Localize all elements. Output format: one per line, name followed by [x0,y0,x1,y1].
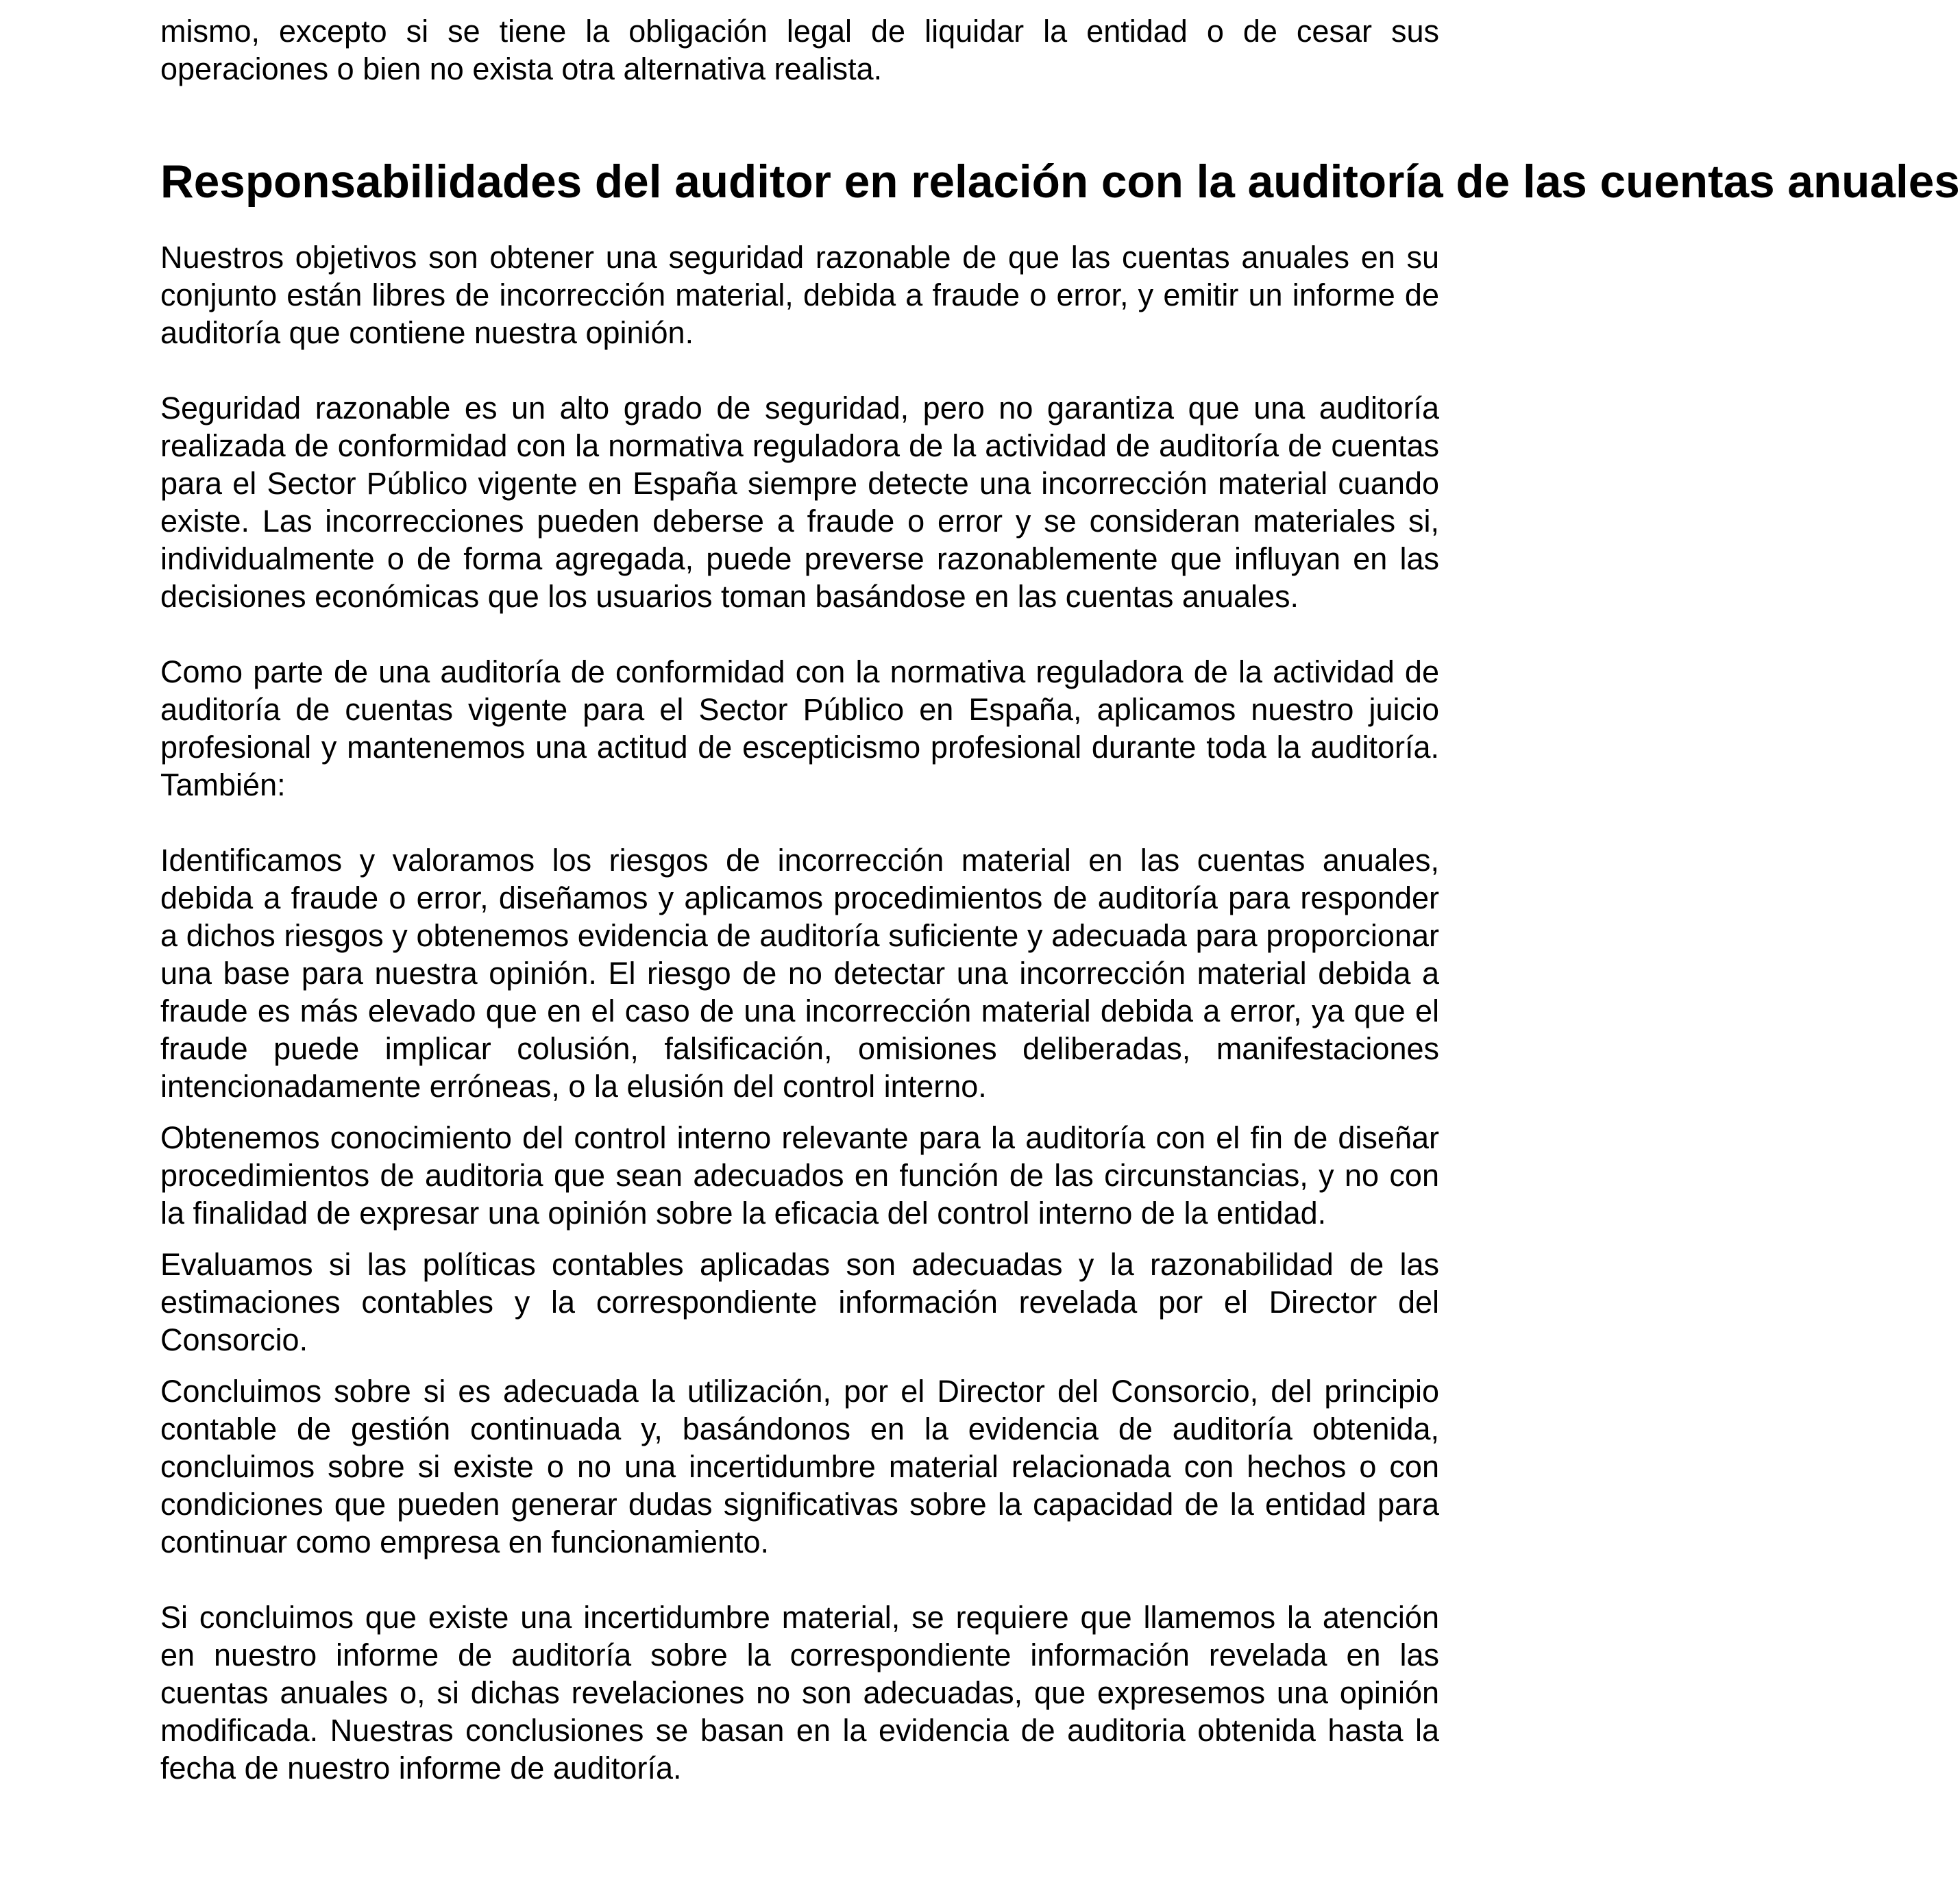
intro-fragment-paragraph: mismo, excepto si se tiene la obligación legal de liquidar la entidad o de cesar sus operaciones o bien no exista otra alternativa realista. [160,14,1439,86]
paragraph-identify-risks: Identificamos y valoramos los riesgos de incorrección material en las cuentas anuales, debida a fraude o error, diseñamos y aplicamos procedimientos de auditoría para responder a dichos riesgos y obtenemos evidencia de auditoría suficiente y adecuada para proporcionar una base para nuestra opinión. El riesgo de no detectar una incorrección material debida a fraude es más elevado que en el caso de una incorrección material debida a error, ya que el fraude puede implicar colusión, falsificación, omisiones deliberadas, manifestaciones intencionadamente erróneas, o la elusión del control interno. [160,843,1439,1104]
paragraph-internal-control: Obtenemos conocimiento del control interno relevante para la auditoría con el fin de diseñar procedimientos de auditoria que sean adecuados en función de las circunstancias, y no con la finalidad de expresar una opinión sobre la eficacia del control interno de la entidad. [160,1120,1439,1231]
section-heading: Responsabilidades del auditor en relación con la auditoría de las cuentas anuales [160,156,1960,208]
paragraph-material-uncertainty: Si concluimos que existe una incertidumbre material, se requiere que llamemos la atención en nuestro informe de auditoría sobre la correspondiente información revelada en las cuentas anuales o, si dichas revelaciones no son adecuadas, que expresemos una opinión modificada. Nuestras conclusiones se basan en la evidencia de auditoria obtenida hasta la fecha de nuestro informe de auditoría. [160,1600,1439,1786]
paragraph-professional-judgment: Como parte de una auditoría de conformidad con la normativa reguladora de la actividad de auditoría de cuentas vigente para el Sector Público en España, aplicamos nuestro juicio profesional y mantenemos una actitud de escepticismo profesional durante toda la auditoría. También: [160,654,1439,802]
paragraph-accounting-policies: Evaluamos si las políticas contables aplicadas son adecuadas y la razonabilidad de las estimaciones contables y la correspondiente información revelada por el Director del Consorcio. [160,1247,1439,1357]
paragraph-objectives: Nuestros objetivos son obtener una seguridad razonable de que las cuentas anuales en su conjunto están libres de incorrección material, debida a fraude o error, y emitir un informe de auditoría que contiene nuestra opinión. [160,240,1439,350]
paragraph-reasonable-assurance: Seguridad razonable es un alto grado de seguridad, pero no garantiza que una auditoría realizada de conformidad con la normativa reguladora de la actividad de auditoría de cuentas para el Sector Público vigente en España siempre detecte una incorrección material cuando existe. Las incorrecciones pueden deberse a fraude o error y se consideran materiales si, individualmente o de forma agregada, puede preverse razonablemente que influyan en las decisiones económicas que los usuarios toman basándose en las cuentas anuales. [160,391,1439,614]
document-page [160,12,1960,1787]
paragraph-going-concern: Concluimos sobre si es adecuada la utilización, por el Director del Consorcio, del principio contable de gestión continuada y, basándonos en la evidencia de auditoría obtenida, concluimos sobre si existe o no una incertidumbre material relacionada con hechos o con condiciones que pueden generar dudas significativas sobre la capacidad de la entidad para continuar como empresa en funcionamiento. [160,1374,1439,1559]
